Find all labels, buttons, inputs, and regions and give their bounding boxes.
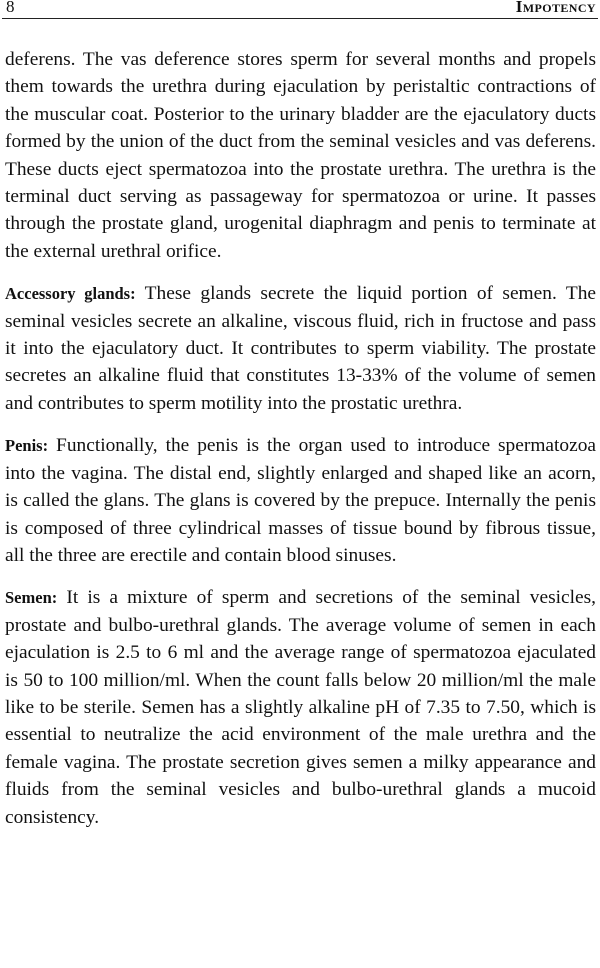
running-title: Impotency — [515, 0, 596, 16]
paragraph-text: deferens. The vas deference stores sperm for several months and propels them towards the urethra during ejaculation by peristaltic contractions of the muscular coat. Posterior to the urinary bladder are the ejaculatory ducts formed by the union of the duct from the seminal vesicles and vas deferens. These ducts eject spermatozoa into the prostate urethra. The urethra is the terminal duct serving as passageway for spermatozoa or urine. It passes through the prostate gland, urogenital diaphragm and penis to terminate at the external urethral orifice. — [5, 49, 596, 262]
running-header — [2, 0, 598, 19]
paragraph-text: It is a mixture of sperm and secretions of the seminal vesicles, prostate and bulbo-urethral glands. The average volume of semen in each ejaculation is 2.5 to 6 ml and the average range of spermatozoa ejaculated is 50 to 100 million/ml. When the count falls below 20 million/ml the male like to be sterile. Semen has a slightly alkaline pH of 7.35 to 7.50, which is essential to neutralize the acid environment of the male urethra and the female vagina. The prostate secretion gives semen a milky appearance and fluids from the seminal vesicles and bulbo-urethral glands a mucoid consistency. — [5, 587, 596, 828]
paragraph-semen — [5, 584, 596, 831]
term-accessory-glands: Accessory glands: — [5, 284, 136, 304]
paragraph-text: Functionally, the penis is the organ used to introduce spermatozoa into the vagina. The distal end, slightly enlarged and shaped like an acorn, is called the glans. The glans is covered by the prepuce. Internally the penis is composed of three cylindrical masses of tissue bound by fibrous tissue, all the three are erectile and contain blood sinuses. — [5, 435, 596, 566]
paragraph-penis — [5, 432, 596, 569]
paragraph-text: These glands secrete the liquid portion of semen. The seminal vesicles secrete an alkaline, viscous fluid, rich in fructose and pass it into the ejaculatory duct. It contributes to sperm viability. The prostate secretes an alkaline fluid that constitutes 13-33% of the volume of semen and contributes to sperm motility into the prostatic urethra. — [5, 283, 597, 414]
paragraph-accessory-glands — [5, 280, 596, 417]
term-semen: Semen: — [5, 588, 58, 608]
body-text — [5, 46, 596, 831]
term-penis: Penis: — [5, 436, 49, 456]
page-number: 8 — [6, 0, 15, 16]
paragraph-vas-deferens — [5, 46, 596, 265]
